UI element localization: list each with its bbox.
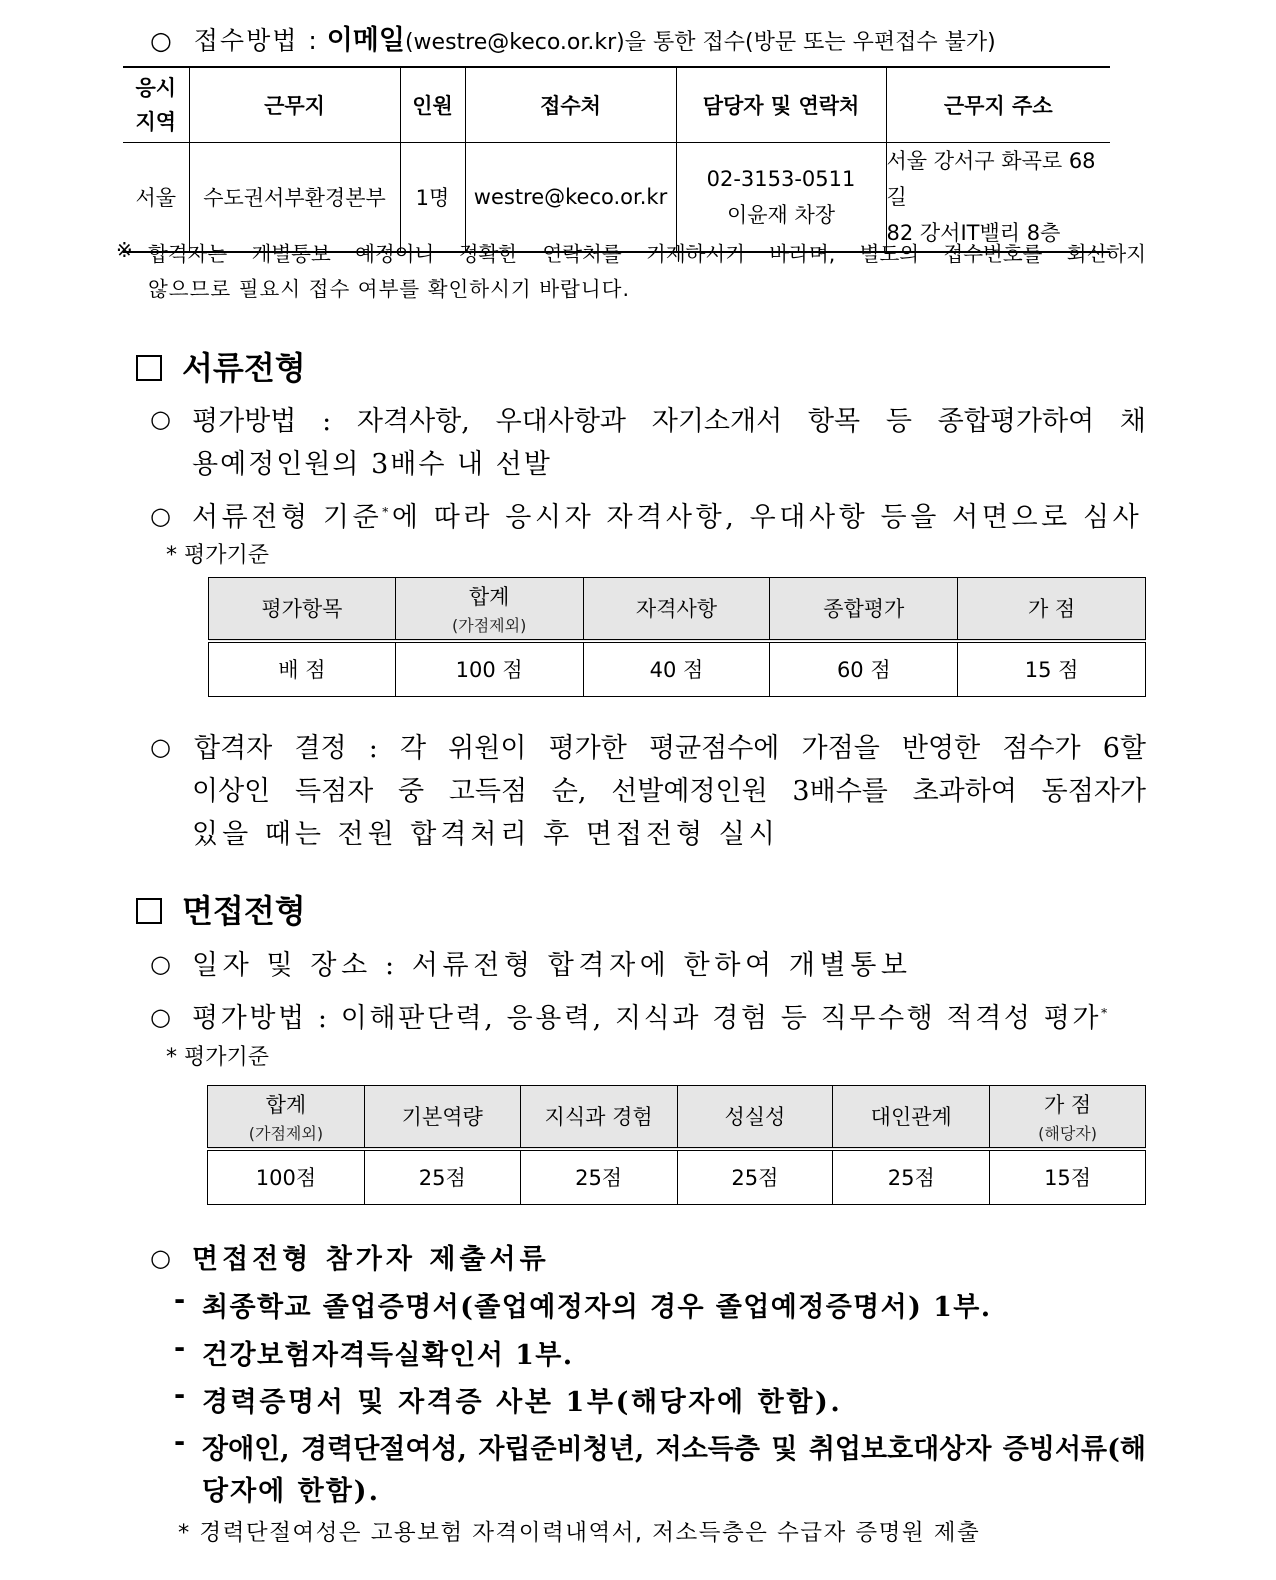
header-workplace: 근무지: [189, 67, 400, 143]
document-evaluation-table: [208, 577, 1146, 697]
doc-header-bonus: 가 점: [958, 578, 1146, 641]
doc-header-total: 합계 (가점제외): [395, 578, 583, 641]
interview-evaluation-table: [207, 1085, 1146, 1205]
bullet-icon: ○: [150, 1244, 171, 1272]
checkbox-icon: [136, 355, 162, 381]
bullet-icon: ○: [150, 733, 171, 761]
int-cell-interpersonal: 25점: [833, 1149, 990, 1205]
interview-table-header: [208, 1086, 1146, 1149]
bullet-icon: ○: [150, 405, 171, 433]
bullet-icon: ○: [150, 26, 172, 55]
doc-cell-label: 배 점: [209, 641, 396, 697]
list-item-continued: 당자에 한함).: [202, 1476, 380, 1507]
decision-line-2: 이상인 득점자 중 고득점 순, 선발예정인원 3배수를 초과하여 동점자가: [192, 776, 1146, 807]
interview-method-line: 평가방법 : 이해판단력, 응용력, 지식과 경험 등 직무수행 적격성 평가*: [192, 1003, 1110, 1034]
header-contact: 담당자 및 연락처: [676, 67, 886, 143]
int-header-interpersonal: 대인관계: [833, 1086, 990, 1149]
receipt-label: 접수방법 :: [193, 26, 319, 55]
list-item: 장애인, 경력단절여성, 자립준비청년, 저소득층 및 취업보호대상자 증빙서류(해: [202, 1434, 1146, 1465]
cell-workplace: 수도권서부환경본부: [189, 143, 400, 253]
table-row: [208, 1149, 1146, 1205]
doc-header-qualification: 자격사항: [583, 578, 770, 641]
note-mark: ※: [116, 238, 133, 262]
int-cell-bonus: 15점: [990, 1149, 1146, 1205]
doc-header-overall: 종합평가: [770, 578, 958, 641]
int-cell-basic: 25점: [364, 1149, 520, 1205]
interview-date-line: 일자 및 장소 : 서류전형 합격자에 한하여 개별통보: [192, 950, 912, 981]
int-cell-sincerity: 25점: [677, 1149, 833, 1205]
doc-cell-bonus: 15 점: [958, 641, 1146, 697]
interview-criteria-label: * 평가기준: [166, 1045, 270, 1070]
doc-method-line-2: 용예정인원의 3배수 내 선발: [192, 449, 552, 480]
contact-manager: 이윤재 차장: [726, 203, 836, 227]
bullet-icon: ○: [150, 502, 171, 530]
documents-footnote: * 경력단절여성은 고용보험 자격이력내역서, 저소득층은 수급자 증명원 제출: [178, 1520, 981, 1546]
dash-marker: -: [174, 1427, 186, 1458]
doc-criteria-line: 서류전형 기준*에 따라 응시자 자격사항, 우대사항 등을 서면으로 심사: [192, 502, 1143, 533]
int-header-sincerity: 성실성: [677, 1086, 833, 1149]
decision-line-3: 있을 때는 전원 합격처리 후 면접전형 실시: [192, 819, 779, 850]
int-cell-knowledge: 25점: [520, 1149, 677, 1205]
address-line-1: 서울 강서구 화곡로 68길: [886, 149, 1096, 209]
address-line-2: 82 강서IT밸리 8층: [886, 221, 1061, 245]
dash-marker: -: [174, 1333, 186, 1364]
dash-marker: -: [174, 1380, 186, 1411]
header-count: 인원: [400, 67, 465, 143]
documents-title: 면접전형 참가자 제출서류: [192, 1244, 550, 1275]
header-address: 근무지 주소: [886, 67, 1110, 143]
receipt-method-rest: (westre@keco.or.kr)을 통한 접수(방문 또는 우편접수 불가): [404, 30, 996, 55]
bullet-icon: ○: [150, 1003, 171, 1031]
list-item: 최종학교 졸업증명서(졸업예정자의 경우 졸업예정증명서) 1부.: [202, 1292, 992, 1323]
cell-contact: [676, 143, 886, 253]
contact-table: [123, 66, 1110, 253]
cell-address: [886, 143, 1110, 253]
bullet-icon: ○: [150, 950, 171, 978]
section-title-interview: 면접전형: [136, 886, 306, 932]
note-line-1: 합격자는 개별통보 예정이니 정확한 연락처를 기재하시기 바라며, 별도의 접수번호를 회신하지: [148, 242, 1146, 266]
table-row: [209, 641, 1146, 697]
doc-cell-total: 100 점: [395, 641, 583, 697]
int-header-knowledge: 지식과 경험: [520, 1086, 677, 1149]
header-receiver: 접수처: [465, 67, 676, 143]
decision-line-1: 합격자 결정 : 각 위원이 평가한 평균점수에 가점을 반영한 점수가 6할: [194, 733, 1146, 764]
cell-region: 서울: [123, 143, 189, 253]
list-item: 경력증명서 및 자격증 사본 1부(해당자에 한함).: [202, 1387, 843, 1418]
cell-email: westre@keco.or.kr: [465, 143, 676, 253]
doc-table-header: [209, 578, 1146, 641]
section-title-document-screening: 서류전형: [136, 343, 306, 389]
doc-criteria-label: * 평가기준: [166, 543, 270, 568]
table-row: [123, 143, 1110, 253]
int-cell-total: 100점: [208, 1149, 365, 1205]
list-item: 건강보험자격득실확인서 1부.: [202, 1340, 574, 1371]
contact-phone: 02-3153-0511: [706, 167, 856, 191]
int-header-bonus: 가 점 (해당자): [990, 1086, 1146, 1149]
doc-method-line-1: 평가방법 : 자격사항, 우대사항과 자기소개서 항목 등 종합평가하여 채: [192, 406, 1146, 437]
header-region: 응시 지역: [123, 67, 189, 143]
doc-cell-overall: 60 점: [770, 641, 958, 697]
checkbox-icon: [136, 898, 162, 924]
receipt-method-line: [150, 18, 996, 57]
receipt-method-bold: 이메일: [326, 25, 405, 56]
dash-marker: -: [174, 1285, 186, 1316]
doc-cell-qualification: 40 점: [583, 641, 770, 697]
int-header-total: 합계 (가점제외): [208, 1086, 365, 1149]
note-line-2: 않으므로 필요시 접수 여부를 확인하시기 바랍니다.: [148, 277, 630, 301]
contact-table-header: [123, 67, 1110, 143]
doc-header-item: 평가항목: [209, 578, 396, 641]
cell-count: 1명: [400, 143, 465, 253]
int-header-basic: 기본역량: [364, 1086, 520, 1149]
